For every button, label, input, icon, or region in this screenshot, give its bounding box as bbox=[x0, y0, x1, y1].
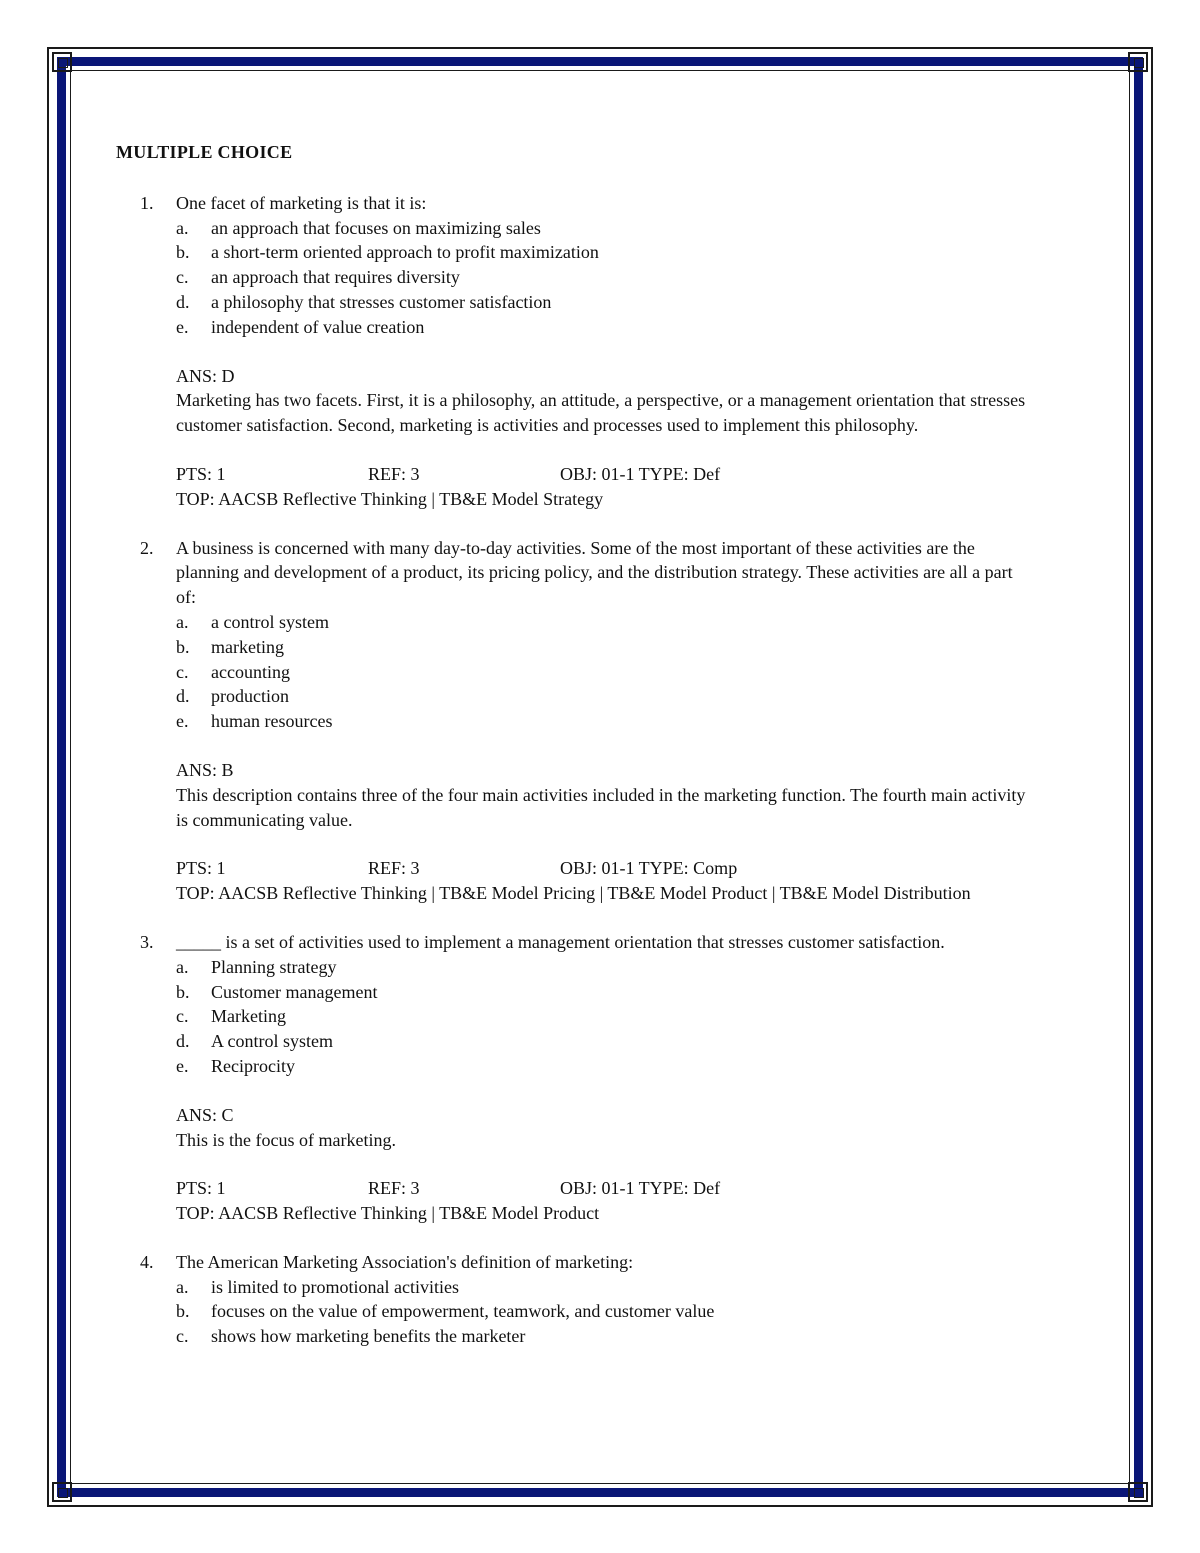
option-text: a control system bbox=[211, 611, 329, 632]
option-c bbox=[176, 1324, 1036, 1349]
option-text: an approach that requires diversity bbox=[211, 267, 460, 288]
option-e bbox=[176, 1054, 1036, 1079]
question-number: 3. bbox=[140, 931, 154, 952]
option-text: A control system bbox=[211, 1031, 333, 1052]
option-text: Marketing bbox=[211, 1006, 286, 1027]
question-2 bbox=[116, 536, 1036, 906]
option-letter: c. bbox=[176, 1006, 189, 1027]
answer-explanation: Marketing has two facets. First, it is a philosophy, an attitude, a perspective, or a management orientation that stresses customer satisfaction. Second, marketing is activities and processes used to implement this philosophy. bbox=[176, 390, 1026, 436]
corner-ornament-top-left bbox=[52, 52, 72, 72]
option-letter: a. bbox=[176, 217, 189, 238]
option-text: a philosophy that stresses customer satisfaction bbox=[211, 291, 552, 312]
objective-label: OBJ: 01-1 TYPE: Def bbox=[560, 1178, 721, 1199]
option-b bbox=[176, 1299, 1036, 1324]
question-number: 4. bbox=[140, 1251, 154, 1272]
corner-ornament-top-right bbox=[1128, 52, 1148, 72]
option-e bbox=[176, 709, 1036, 734]
objective-label: OBJ: 01-1 TYPE: Def bbox=[560, 463, 721, 484]
option-e bbox=[176, 315, 1036, 340]
answer-key: ANS: C bbox=[176, 1104, 234, 1125]
option-letter: b. bbox=[176, 242, 190, 263]
points-label: PTS: 1 bbox=[176, 463, 226, 484]
topic-label: TOP: AACSB Reflective Thinking | TB&E Model Pricing | TB&E Model Product | TB&E Model Distribution bbox=[176, 883, 971, 904]
answer-key: ANS: D bbox=[176, 365, 235, 386]
option-text: human resources bbox=[211, 711, 333, 732]
reference-label: REF: 3 bbox=[368, 1178, 420, 1199]
objective-label: OBJ: 01-1 TYPE: Comp bbox=[560, 858, 738, 879]
option-b bbox=[176, 980, 1036, 1005]
option-letter: c. bbox=[176, 1326, 189, 1347]
option-letter: d. bbox=[176, 686, 190, 707]
option-letter: a. bbox=[176, 611, 189, 632]
option-letter: c. bbox=[176, 267, 189, 288]
question-text: The American Marketing Association's definition of marketing: bbox=[176, 1251, 634, 1272]
option-b bbox=[176, 240, 1036, 265]
question-3 bbox=[116, 930, 1036, 1226]
answer-key: ANS: B bbox=[176, 759, 234, 780]
question-text: One facet of marketing is that it is: bbox=[176, 192, 427, 213]
option-letter: a. bbox=[176, 956, 189, 977]
question-1 bbox=[116, 191, 1036, 512]
option-a bbox=[176, 610, 1036, 635]
corner-ornament-bottom-left bbox=[52, 1482, 72, 1502]
option-d bbox=[176, 290, 1036, 315]
option-a bbox=[176, 955, 1036, 980]
option-letter: e. bbox=[176, 316, 189, 337]
question-text: A business is concerned with many day-to-day activities. Some of the most important of these activities are the planning and development of a product, its pricing policy, and the distribution strategy. These activities are all a part of: bbox=[176, 537, 1013, 608]
option-letter: d. bbox=[176, 291, 190, 312]
option-letter: e. bbox=[176, 1055, 189, 1076]
option-c bbox=[176, 265, 1036, 290]
option-text: an approach that focuses on maximizing sales bbox=[211, 217, 541, 238]
option-letter: e. bbox=[176, 711, 189, 732]
option-text: accounting bbox=[211, 661, 290, 682]
option-text: independent of value creation bbox=[211, 316, 425, 337]
option-c bbox=[176, 660, 1036, 685]
option-d bbox=[176, 684, 1036, 709]
answer-explanation: This description contains three of the four main activities included in the marketing function. The fourth main activity is communicating value. bbox=[176, 784, 1026, 830]
answer-explanation: This is the focus of marketing. bbox=[176, 1129, 396, 1150]
reference-label: REF: 3 bbox=[368, 858, 420, 879]
option-text: Planning strategy bbox=[211, 956, 337, 977]
option-text: Reciprocity bbox=[211, 1055, 295, 1076]
corner-ornament-bottom-right bbox=[1128, 1482, 1148, 1502]
answer-block bbox=[176, 758, 1036, 832]
topic-label: TOP: AACSB Reflective Thinking | TB&E Model Strategy bbox=[176, 488, 604, 509]
option-a bbox=[176, 1275, 1036, 1300]
option-d bbox=[176, 1029, 1036, 1054]
question-4 bbox=[116, 1250, 1036, 1349]
option-c bbox=[176, 1004, 1036, 1029]
question-text: _____ is a set of activities used to implement a management orientation that stresses customer satisfaction. bbox=[176, 931, 945, 952]
question-number: 2. bbox=[140, 537, 154, 558]
reference-label: REF: 3 bbox=[368, 463, 420, 484]
option-letter: c. bbox=[176, 661, 189, 682]
option-text: a short-term oriented approach to profit maximization bbox=[211, 242, 599, 263]
option-text: is limited to promotional activities bbox=[211, 1276, 459, 1297]
answer-block bbox=[176, 364, 1036, 438]
option-text: marketing bbox=[211, 636, 284, 657]
question-metadata bbox=[176, 856, 1036, 906]
option-letter: b. bbox=[176, 1301, 190, 1322]
question-number: 1. bbox=[140, 192, 154, 213]
section-title: MULTIPLE CHOICE bbox=[116, 142, 293, 162]
option-text: production bbox=[211, 686, 289, 707]
option-letter: a. bbox=[176, 1276, 189, 1297]
answer-block bbox=[176, 1103, 1036, 1153]
option-text: focuses on the value of empowerment, teamwork, and customer value bbox=[211, 1301, 715, 1322]
question-metadata bbox=[176, 1176, 1036, 1226]
topic-label: TOP: AACSB Reflective Thinking | TB&E Model Product bbox=[176, 1203, 600, 1224]
option-letter: b. bbox=[176, 636, 190, 657]
points-label: PTS: 1 bbox=[176, 858, 226, 879]
option-letter: b. bbox=[176, 981, 190, 1002]
points-label: PTS: 1 bbox=[176, 1178, 226, 1199]
option-a bbox=[176, 216, 1036, 241]
option-letter: d. bbox=[176, 1031, 190, 1052]
document-body bbox=[116, 140, 1036, 1373]
question-metadata bbox=[176, 462, 1036, 512]
option-b bbox=[176, 635, 1036, 660]
option-text: Customer management bbox=[211, 981, 378, 1002]
option-text: shows how marketing benefits the marketer bbox=[211, 1326, 526, 1347]
